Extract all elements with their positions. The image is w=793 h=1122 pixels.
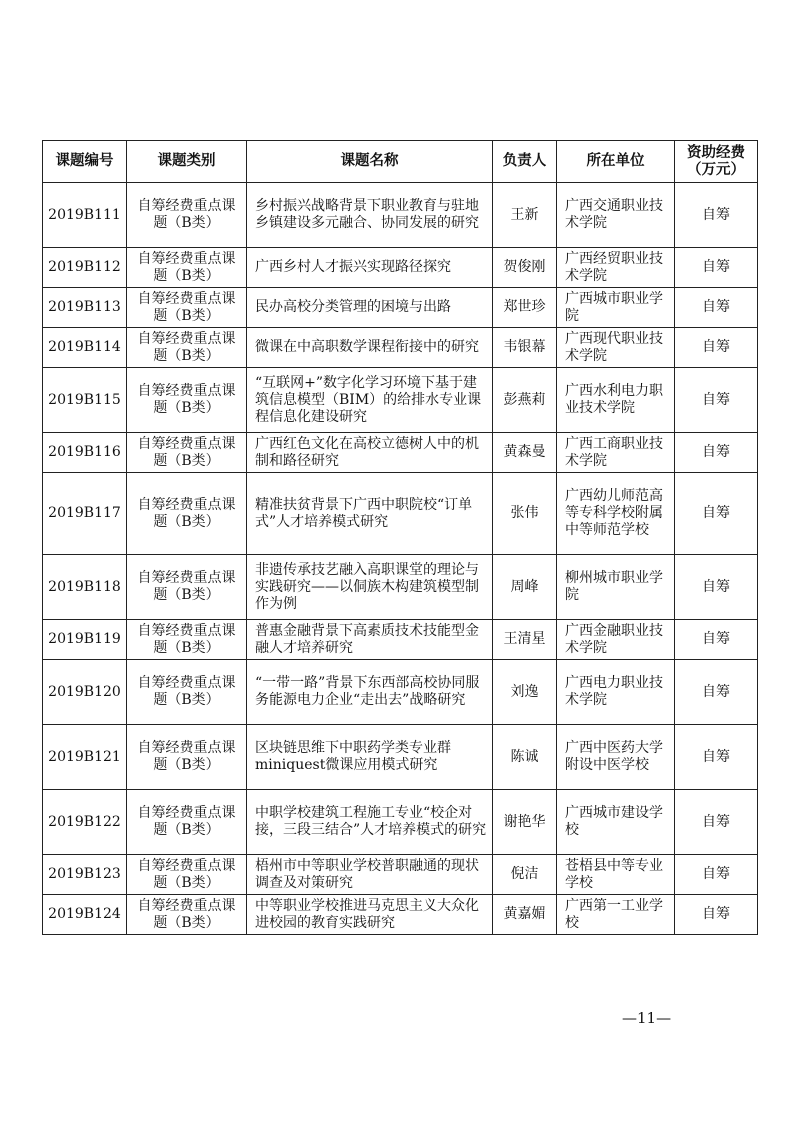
cell-category: 自筹经费重点课题（B类） <box>127 660 247 725</box>
cell-leader: 周峰 <box>493 555 557 620</box>
cell-name: 普惠金融背景下高素质技术技能型金融人才培养研究 <box>247 620 493 660</box>
header-funding <box>675 141 758 183</box>
cell-leader: 贺俊刚 <box>493 248 557 288</box>
cell-funding: 自筹 <box>675 895 758 935</box>
cell-category: 自筹经费重点课题（B类） <box>127 555 247 620</box>
table-row <box>43 433 758 473</box>
cell-unit: 广西中医药大学附设中医学校 <box>557 725 675 790</box>
table-row <box>43 620 758 660</box>
table-row <box>43 790 758 855</box>
cell-unit: 柳州城市职业学院 <box>557 555 675 620</box>
cell-leader: 郑世珍 <box>493 288 557 328</box>
cell-id: 2019B112 <box>43 248 127 288</box>
cell-name: 乡村振兴战略背景下职业教育与驻地乡镇建设多元融合、协同发展的研究 <box>247 183 493 248</box>
cell-leader: 倪洁 <box>493 855 557 895</box>
cell-leader: 彭燕莉 <box>493 368 557 433</box>
cell-leader: 王新 <box>493 183 557 248</box>
cell-id: 2019B113 <box>43 288 127 328</box>
page-number: —11— <box>622 1009 672 1027</box>
cell-unit: 广西第一工业学校 <box>557 895 675 935</box>
cell-id: 2019B118 <box>43 555 127 620</box>
cell-category: 自筹经费重点课题（B类） <box>127 895 247 935</box>
cell-name: 精准扶贫背景下广西中职院校“订单式”人才培养模式研究 <box>247 473 493 555</box>
table-row <box>43 368 758 433</box>
cell-category: 自筹经费重点课题（B类） <box>127 248 247 288</box>
cell-name: 中等职业学校推进马克思主义大众化进校园的教育实践研究 <box>247 895 493 935</box>
table-row <box>43 473 758 555</box>
cell-id: 2019B121 <box>43 725 127 790</box>
cell-id: 2019B111 <box>43 183 127 248</box>
cell-category: 自筹经费重点课题（B类） <box>127 790 247 855</box>
project-table <box>42 140 758 935</box>
table-row <box>43 288 758 328</box>
cell-funding: 自筹 <box>675 433 758 473</box>
header-funding-line1: 资助经费 <box>687 144 745 161</box>
header-category: 课题类别 <box>127 141 247 183</box>
cell-category: 自筹经费重点课题（B类） <box>127 368 247 433</box>
cell-unit: 广西交通职业技术学院 <box>557 183 675 248</box>
cell-funding: 自筹 <box>675 248 758 288</box>
cell-name: “互联网+”数字化学习环境下基于建筑信息模型（BIM）的给排水专业课程信息化建设研究 <box>247 368 493 433</box>
cell-id: 2019B116 <box>43 433 127 473</box>
header-name: 课题名称 <box>247 141 493 183</box>
cell-leader: 谢艳华 <box>493 790 557 855</box>
cell-funding: 自筹 <box>675 183 758 248</box>
table-row <box>43 855 758 895</box>
cell-name: 区块链思维下中职药学类专业群miniquest微课应用模式研究 <box>247 725 493 790</box>
cell-id: 2019B124 <box>43 895 127 935</box>
cell-funding: 自筹 <box>675 725 758 790</box>
table-header-row <box>43 141 758 183</box>
cell-id: 2019B117 <box>43 473 127 555</box>
cell-leader: 张伟 <box>493 473 557 555</box>
cell-name: 民办高校分类管理的困境与出路 <box>247 288 493 328</box>
cell-leader: 王清星 <box>493 620 557 660</box>
table-row <box>43 895 758 935</box>
header-id: 课题编号 <box>43 141 127 183</box>
cell-funding: 自筹 <box>675 555 758 620</box>
cell-funding: 自筹 <box>675 368 758 433</box>
cell-funding: 自筹 <box>675 473 758 555</box>
cell-funding: 自筹 <box>675 660 758 725</box>
cell-funding: 自筹 <box>675 855 758 895</box>
cell-leader: 黄嘉媚 <box>493 895 557 935</box>
cell-unit: 苍梧县中等专业学校 <box>557 855 675 895</box>
header-funding-line2: （万元） <box>687 161 745 178</box>
cell-name: 广西红色文化在高校立德树人中的机制和路径研究 <box>247 433 493 473</box>
cell-unit: 广西幼儿师范高等专科学校附属中等师范学校 <box>557 473 675 555</box>
cell-name: “一带一路”背景下东西部高校协同服务能源电力企业“走出去”战略研究 <box>247 660 493 725</box>
cell-unit: 广西现代职业技术学院 <box>557 328 675 368</box>
cell-id: 2019B115 <box>43 368 127 433</box>
cell-unit: 广西城市建设学校 <box>557 790 675 855</box>
table-row <box>43 328 758 368</box>
table-row <box>43 183 758 248</box>
cell-category: 自筹经费重点课题（B类） <box>127 473 247 555</box>
cell-id: 2019B123 <box>43 855 127 895</box>
cell-category: 自筹经费重点课题（B类） <box>127 183 247 248</box>
cell-leader: 韦银幕 <box>493 328 557 368</box>
cell-unit: 广西水利电力职业技术学院 <box>557 368 675 433</box>
table-row <box>43 725 758 790</box>
cell-unit: 广西城市职业学院 <box>557 288 675 328</box>
cell-category: 自筹经费重点课题（B类） <box>127 855 247 895</box>
cell-unit: 广西金融职业技术学院 <box>557 620 675 660</box>
cell-category: 自筹经费重点课题（B类） <box>127 288 247 328</box>
cell-name: 梧州市中等职业学校普职融通的现状调查及对策研究 <box>247 855 493 895</box>
cell-category: 自筹经费重点课题（B类） <box>127 433 247 473</box>
cell-name: 广西乡村人才振兴实现路径探究 <box>247 248 493 288</box>
cell-funding: 自筹 <box>675 790 758 855</box>
table-row <box>43 660 758 725</box>
header-leader: 负责人 <box>493 141 557 183</box>
cell-unit: 广西电力职业技术学院 <box>557 660 675 725</box>
cell-funding: 自筹 <box>675 328 758 368</box>
cell-name: 中职学校建筑工程施工专业“校企对接，三段三结合”人才培养模式的研究 <box>247 790 493 855</box>
cell-funding: 自筹 <box>675 288 758 328</box>
cell-leader: 陈诚 <box>493 725 557 790</box>
cell-unit: 广西工商职业技术学院 <box>557 433 675 473</box>
cell-funding: 自筹 <box>675 620 758 660</box>
cell-name: 非遗传承技艺融入高职课堂的理论与实践研究——以侗族木构建筑模型制作为例 <box>247 555 493 620</box>
cell-name: 微课在中高职数学课程衔接中的研究 <box>247 328 493 368</box>
cell-id: 2019B119 <box>43 620 127 660</box>
cell-unit: 广西经贸职业技术学院 <box>557 248 675 288</box>
cell-category: 自筹经费重点课题（B类） <box>127 725 247 790</box>
table-row <box>43 248 758 288</box>
table-row <box>43 555 758 620</box>
header-unit: 所在单位 <box>557 141 675 183</box>
cell-id: 2019B114 <box>43 328 127 368</box>
cell-id: 2019B122 <box>43 790 127 855</box>
cell-leader: 刘逸 <box>493 660 557 725</box>
cell-category: 自筹经费重点课题（B类） <box>127 328 247 368</box>
cell-leader: 黄森曼 <box>493 433 557 473</box>
cell-category: 自筹经费重点课题（B类） <box>127 620 247 660</box>
cell-id: 2019B120 <box>43 660 127 725</box>
